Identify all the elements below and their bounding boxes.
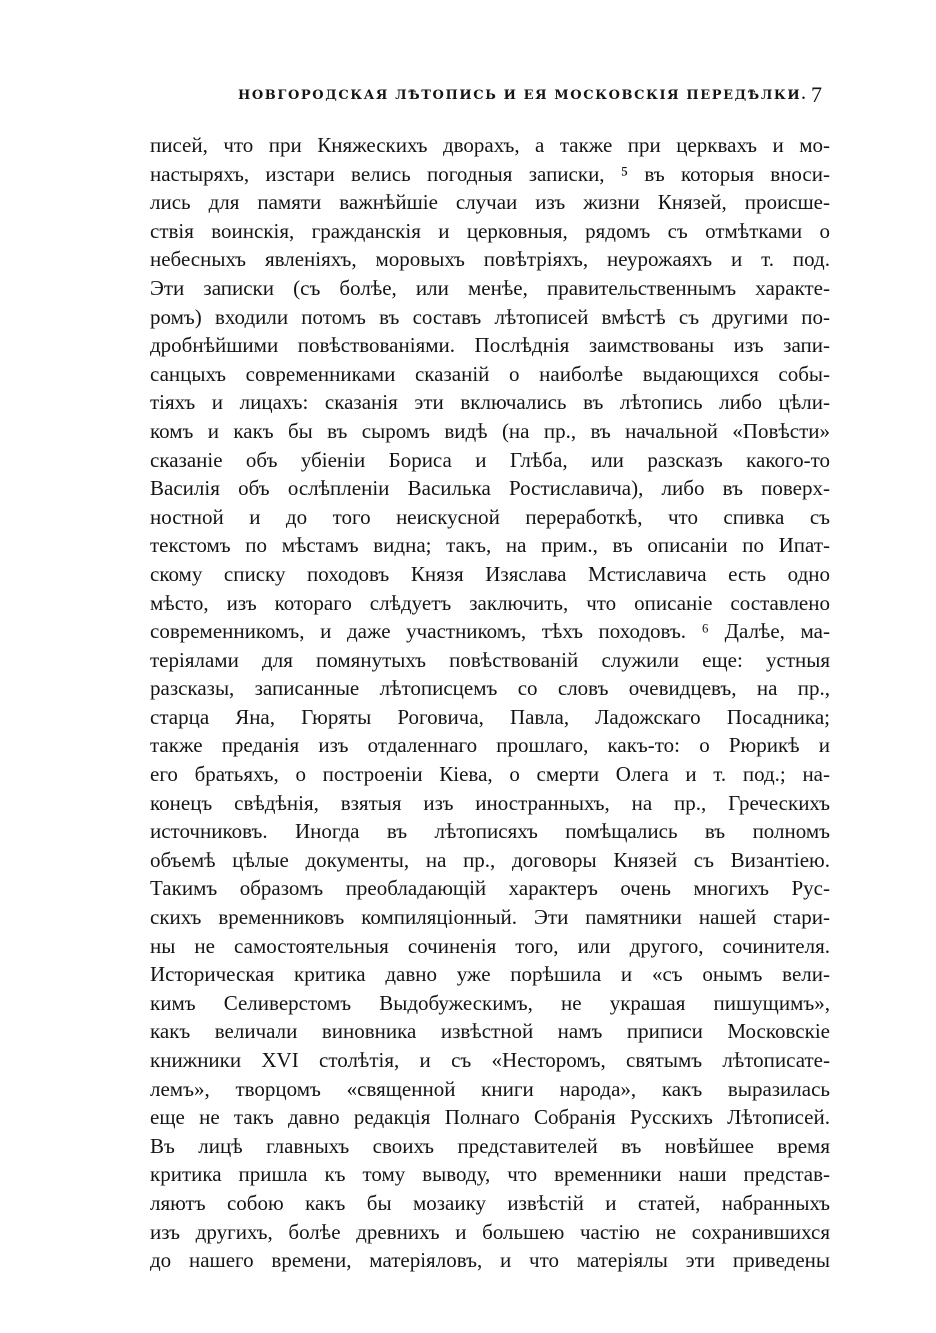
text-line: Василія объ ослѣпленіи Василька Ростиславича), либо въ поверх- — [150, 476, 830, 501]
text-line: тіяхъ и лицахъ: сказанія эти включались въ лѣтопись либо цѣли- — [150, 390, 830, 415]
text-line: теріялами для помянутыхъ повѣствованій служили еще: устныя — [150, 647, 830, 672]
text-line: книжники XVI столѣтія, и съ «Несторомъ, святымъ лѣтописате- — [150, 1048, 830, 1072]
text-line: настыряхъ, изстари велись погодныя записки, ⁵ въ которыя вноси- — [150, 161, 830, 186]
text-line: какъ величали виновника извѣстной намъ приписи Московскіе — [150, 1019, 830, 1044]
text-line: писей, что при Княжескихъ дворахъ, а также при церквахъ и мо- — [150, 133, 830, 157]
text-line: комъ и какъ бы въ сыромъ видѣ (на пр., въ начальной «Повѣсти» — [150, 418, 830, 443]
text-line: Историческая критика давно уже порѣшила и «съ онымъ вели- — [150, 962, 830, 987]
text-line: санцыхъ современниками сказаній о наиболѣе выдающихся собы- — [150, 361, 830, 386]
text-line: ностной и до того неискусной переработкѣ, что спивка съ — [150, 504, 830, 529]
text-line: Эти записки (съ болѣе, или менѣе, правительственнымъ характе- — [150, 275, 830, 300]
text-line: мѣсто, изъ котораго слѣдуетъ заключить, что описаніе составлено — [150, 590, 830, 615]
text-line: современникомъ, и даже участникомъ, тѣхъ походовъ. ⁶ Далѣе, ма- — [150, 619, 830, 644]
text-line: небесныхъ явленіяхъ, моровыхъ повѣтріяхъ, неурожаяхъ и т. под. — [150, 247, 830, 272]
text-line: изъ другихъ, болѣе древнихъ и большею частію не сохранившихся — [150, 1219, 830, 1244]
text-line: ляютъ собою какъ бы мозаику извѣстій и статей, набранныхъ — [150, 1190, 830, 1215]
page-number: 7 — [811, 82, 822, 107]
text-line: ромъ) входили потомъ въ составъ лѣтописей вмѣстѣ съ другими по- — [150, 304, 830, 329]
text-line: лись для памяти важнѣйшіе случаи изъ жизни Князей, происше- — [150, 190, 830, 215]
text-line: скому списку походовъ Князя Изяслава Мстиславича есть одно — [150, 561, 830, 586]
running-head-title: НОВГОРОДСКАЯ ЛѢТОПИСЬ И ЕЯ МОСКОВСКІЯ ПЕРЕДѢЛКИ. — [238, 88, 808, 103]
text-line: еще не такъ давно редакція Полнаго Собранія Русскихъ Лѣтописей. — [150, 1105, 830, 1130]
text-line: ны не самостоятельныя сочиненія того, или другого, сочинителя. — [150, 933, 830, 958]
text-line: старца Яна, Гюряты Роговича, Павла, Ладожскаго Посадника; — [150, 704, 830, 729]
text-line: кимъ Селиверстомъ Выдобужескимъ, не украшая пишущимъ», — [150, 990, 830, 1015]
text-line: его братьяхъ, о построеніи Кіева, о смерти Олега и т. под.; на- — [150, 762, 830, 787]
text-line: разсказы, записанные лѣтописцемъ со словъ очевидцевъ, на пр., — [150, 676, 830, 701]
text-line: также преданія изъ отдаленнаго прошлаго, какъ-то: о Рюрикѣ и — [150, 733, 830, 758]
text-line: источниковъ. Иногда въ лѣтописяхъ помѣщались въ полномъ — [150, 819, 830, 844]
text-line: до нашего времени, матеріяловъ, и что матеріялы эти приведены — [150, 1248, 830, 1273]
text-line: Такимъ образомъ преобладающій характеръ очень многихъ Рус- — [150, 876, 830, 901]
text-line: Въ лицѣ главныхъ своихъ представителей въ новѣйшее время — [150, 1133, 830, 1158]
running-head — [150, 82, 830, 110]
text-line: ствія воинскія, гражданскія и церковныя, рядомъ съ отмѣтками о — [150, 218, 830, 243]
text-line: конецъ свѣдѣнія, взятыя изъ иностранныхъ, на пр., Греческихъ — [150, 790, 830, 815]
text-line: дробнѣйшими повѣствованіями. Послѣднія заимствованы изъ запи- — [150, 333, 830, 358]
text-line: лемъ», творцомъ «священной книги народа», какъ выразилась — [150, 1076, 830, 1101]
text-line: объемѣ цѣлые документы, на пр., договоры Князей съ Византіею. — [150, 847, 830, 872]
text-line: критика пришла къ тому выводу, что временники наши представ- — [150, 1162, 830, 1187]
text-line: текстомъ по мѣстамъ видна; такъ, на прим., въ описаніи по Ипат- — [150, 533, 830, 558]
body-text — [150, 131, 830, 1275]
text-line: скихъ временниковъ компиляціонный. Эти памятники нашей стари- — [150, 905, 830, 930]
text-line: сказаніе объ убіеніи Бориса и Глѣба, или разсказъ какого-то — [150, 447, 830, 472]
